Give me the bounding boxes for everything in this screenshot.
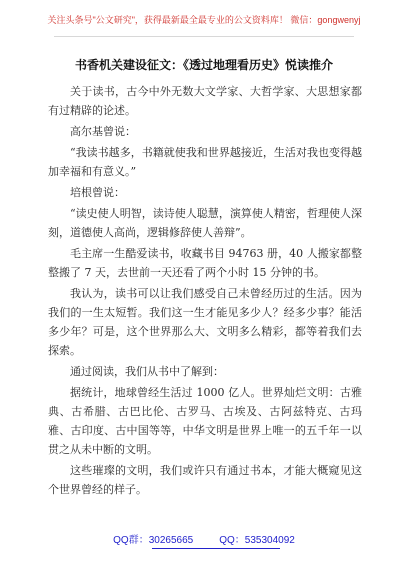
header-divider [54,36,354,37]
paragraph: 据统计，地球曾经生活过 1000 亿人。世界灿烂文明：古雅典、古希腊、古巴比伦、古罗马、古埃及、古阿兹特克、古玛雅、古印度、古中国等等，中华文明是世界上唯一的五千年一以贯之从未中断的文明。 [48,386,362,456]
header-promo-note: 关注头条号"公文研究"，获得最新最全最专业的公文资料库！ 微信：gongwenyj [47,15,361,25]
paragraph: 这些璀璨的文明，我们或许只有通过书本，才能大概窥见这个世界曾经的样子。 [48,464,362,496]
document-title: 书香机关建设征文：《透过地理看历史》悦读推介 [74,58,333,72]
paragraph: 通过阅读，我们从书中了解到： [70,365,224,378]
quote-paragraph: “读史使人明智，读诗使人聪慧，演算使人精密，哲理使人深刻，道德使人高尚，逻辑修辞使人善辩”。 [48,207,362,239]
paragraph: 培根曾说： [70,186,125,199]
paragraph: 毛主席一生酷爱读书，收藏书目 94763 册，40 人搬家都整整搬了 7 天，去世前一天还看了两个小时 15 分钟的书。 [48,247,362,279]
paragraph: 高尔基曾说： [70,125,136,138]
footer-qq-number[interactable]: QQ：535304092 [219,535,295,546]
footer-underline [152,548,280,549]
footer-contact [0,534,408,548]
document-body [48,82,362,501]
footer-qq-group[interactable]: QQ群：30265665 [113,535,194,546]
paragraph: 我认为，读书可以让我们感受自己未曾经历过的生活。因为我们的一生太短暂。我们这一生才能见多少人？经多少事？能活多少年？可是，这个世界那么大、文明多么精彩，都等着我们去探索。 [48,287,362,357]
paragraph: 关于读书，古今中外无数大文学家、大哲学家、大思想家都有过精辟的论述。 [48,85,362,117]
quote-paragraph: “我读书越多，书籍就使我和世界越接近，生活对我也变得越加幸福和有意义。” [48,146,362,178]
